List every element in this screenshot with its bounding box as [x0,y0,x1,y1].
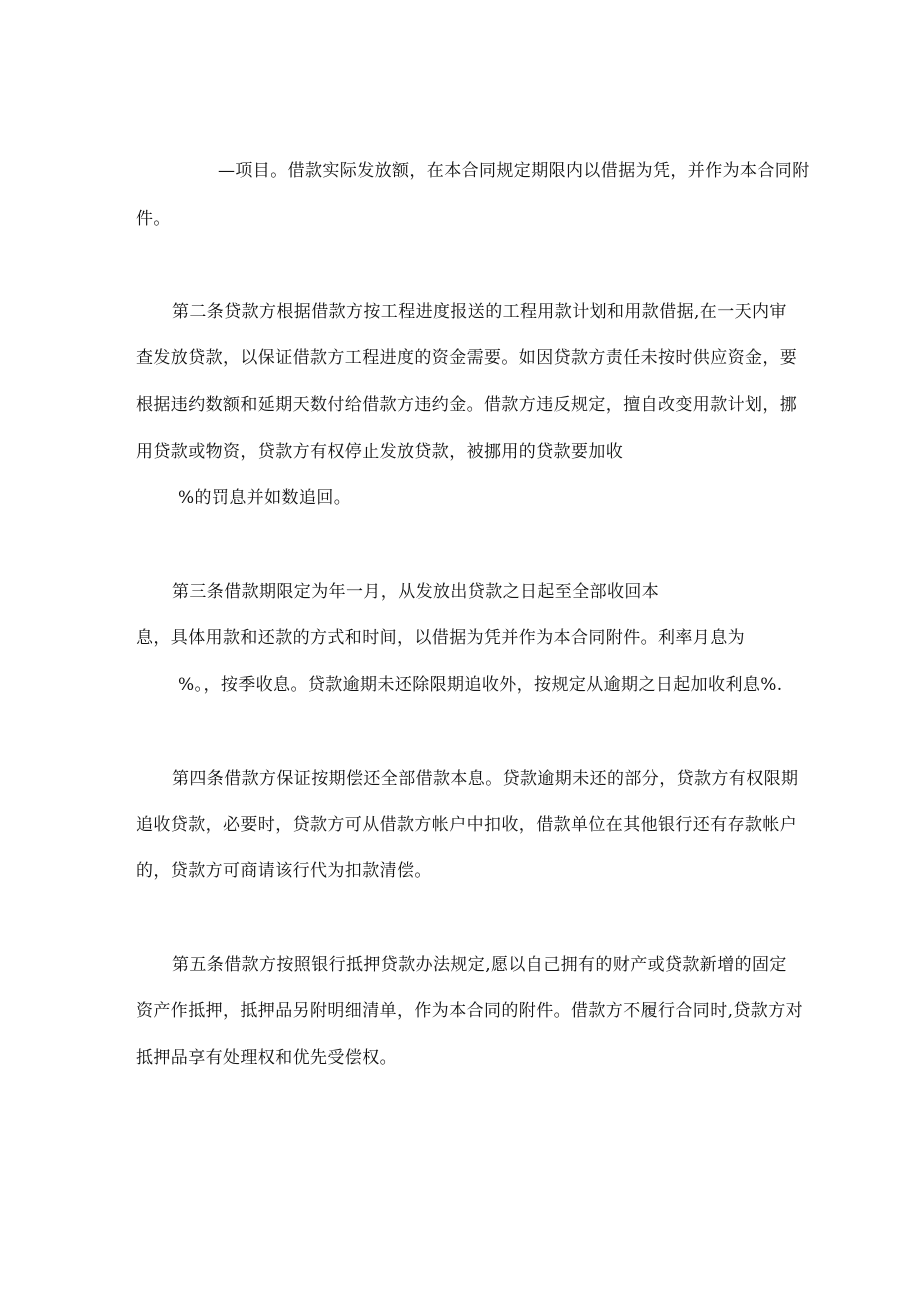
article-5-line-2: 资产作抵押，抵押品另附明细清单，作为本合同的附件。借款方不履行合同时,贷款方对 [136,1001,804,1021]
article-2-line-3: 根据违约数额和延期天数付给借款方违约金。借款方违反规定，擅自改变用款计划，挪 [136,395,798,415]
article-2-line-4: 用贷款或物资，贷款方有权停止发放贷款，被挪用的贷款要加收 [136,442,624,462]
intro-line-2: 件。 [136,209,171,229]
article-2-line-5: %的罚息并如数追回。 [178,488,352,508]
article-2-line-2: 查发放贷款，以保证借款方工程进度的资金需要。如因贷款方责任未按时供应资金，要 [136,348,798,368]
article-3-line-2: 息，具体用款和还款的方式和时间，以借据为凭并作为本合同附件。利率月息为 [136,628,745,648]
article-4-line-3: 的，贷款方可商请该行代为扣款清偿。 [136,861,432,881]
article-2-line-1: 第二条贷款方根据借款方按工程进度报送的工程用款计划和用款借据,在一天内审 [172,302,787,322]
article-4-line-2: 追收贷款，必要时，贷款方可从借款方帐户中扣收，借款单位在其他银行还有存款帐户 [136,815,798,835]
article-4-line-1: 第四条借款方保证按期偿还全部借款本息。贷款逾期未还的部分，贷款方有权限期 [172,769,799,789]
article-3-line-3: %。，按季收息。贷款逾期未还除限期追收外，按规定从逾期之日起加收利息%. [178,675,783,695]
article-3-line-1: 第三条借款期限定为年一月，从发放出贷款之日起至全部收回本 [172,582,660,602]
article-5-line-3: 抵押品享有处理权和优先受偿权。 [136,1048,397,1068]
article-5-line-1: 第五条借款方按照银行抵押贷款办法规定,愿以自己拥有的财产或贷款新增的固定 [172,955,787,975]
intro-line-1: —项目。借款实际发放额，在本合同规定期限内以借据为凭，并作为本合同附 [218,161,810,181]
